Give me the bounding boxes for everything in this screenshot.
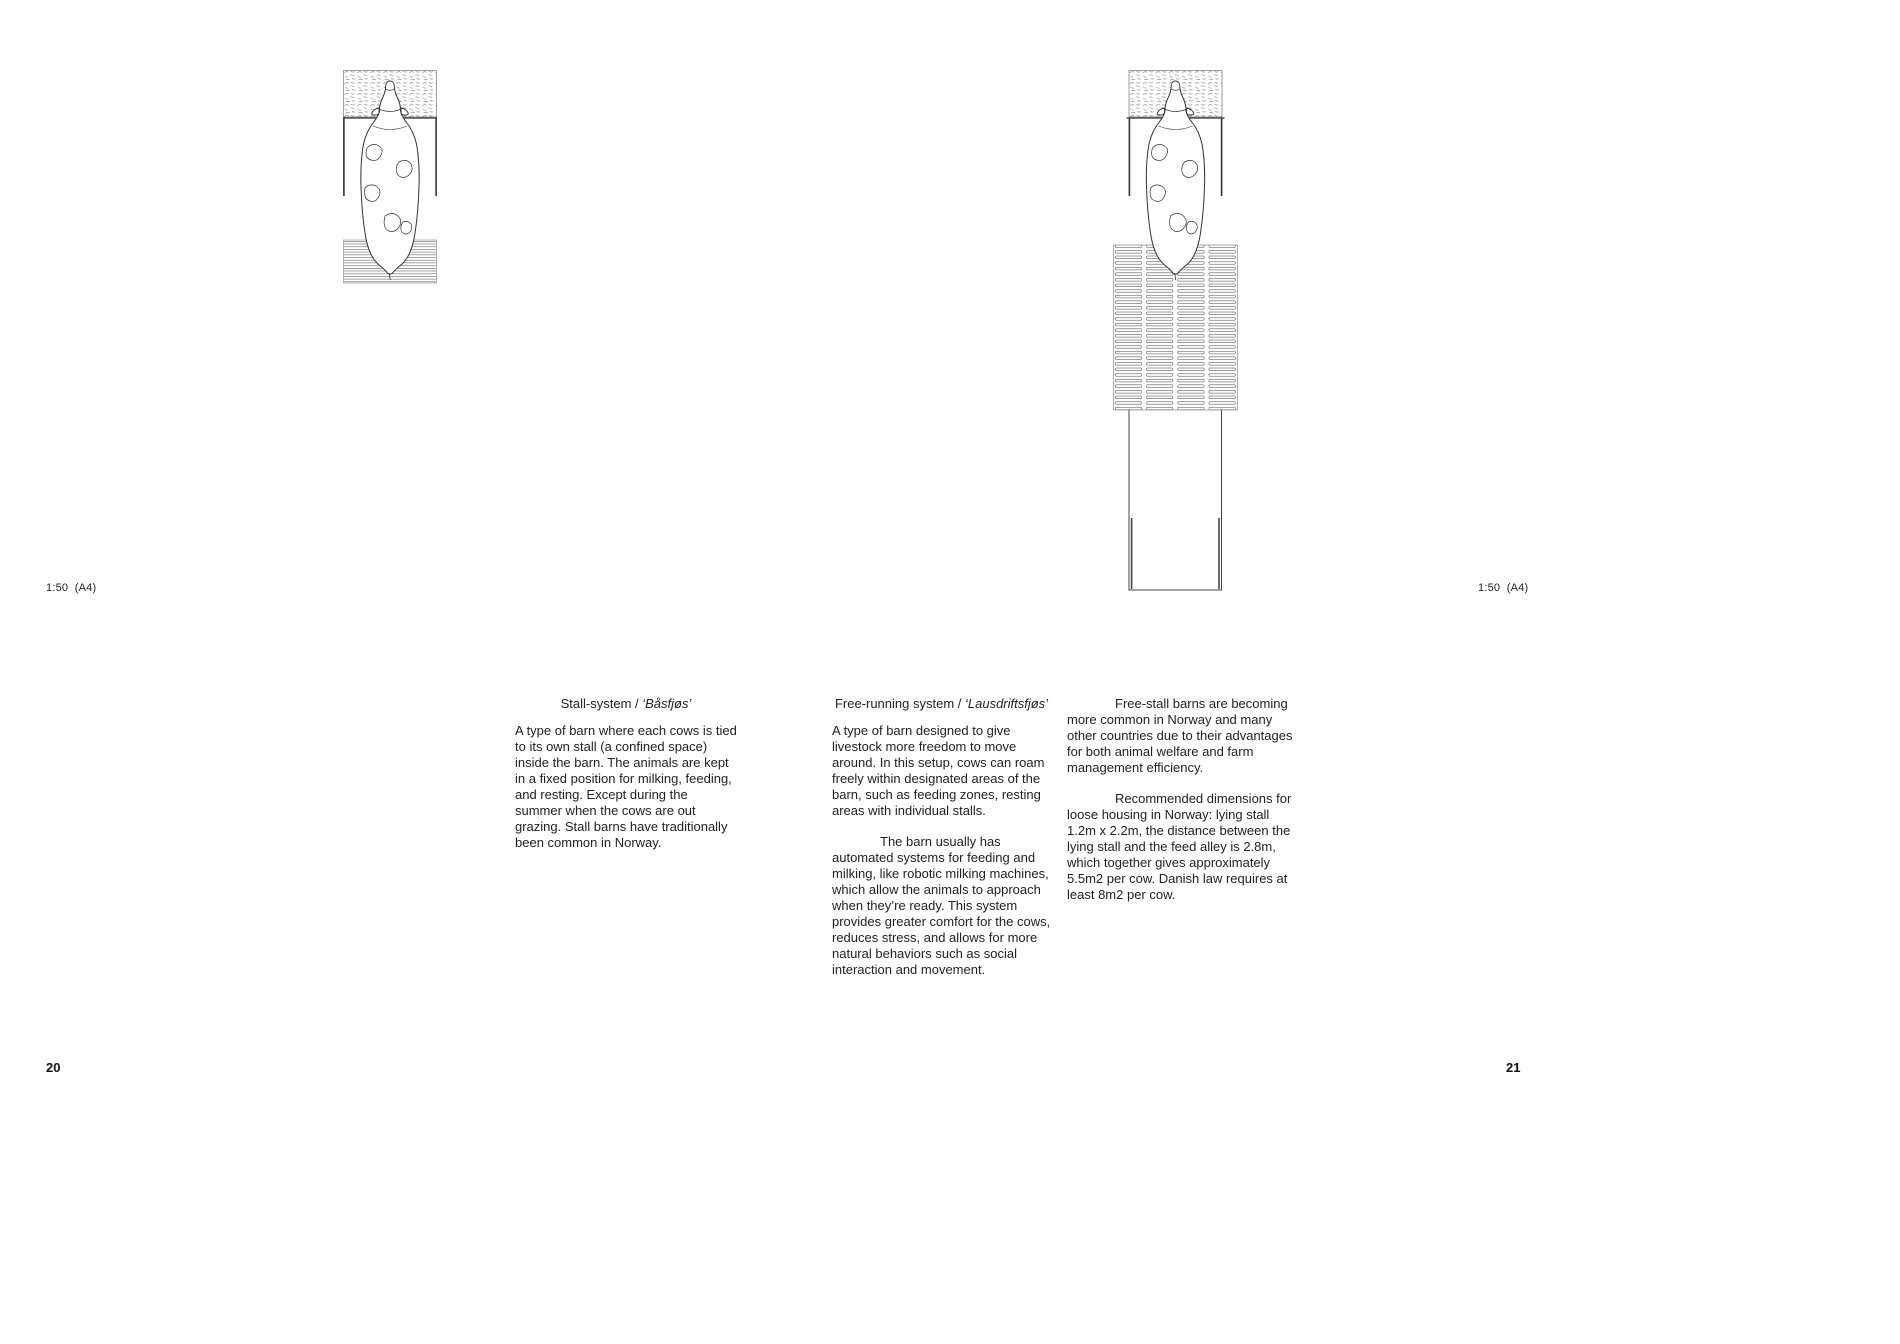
free-stall-paragraph-1: Free-stall barns are becoming more common in Norway and many other countries due to their advantages for both animal welfare and farm management efficiency.	[1067, 696, 1293, 775]
heading-plain: Free-running system /	[834, 696, 965, 711]
stall-system-heading	[515, 696, 737, 712]
scale-label-left: 1:50 (A4)	[46, 582, 97, 594]
free-stall-paragraph-2: Recommended dimensions for loose housing in Norway: lying stall 1.2m x 2.2m, the distance between the lying stall and the feed alley is 2.8m, which together gives approximately 5.5m2 per cow. Danish law requires at least 8m2 per cow.	[1067, 791, 1292, 902]
free-running-paragraph-1: A type of barn designed to give livestock more freedom to move around. In this setup, cows can roam freely within designated areas of the barn, such as feeding zones, resting areas with individual stalls.	[832, 723, 1045, 818]
heading-italic: ‘Båsfjøs’	[642, 696, 692, 711]
open-pen-outline	[1129, 410, 1222, 590]
free-running-heading	[832, 696, 1051, 712]
free-stall-plan-drawing	[1113, 70, 1238, 597]
stall-system-paragraph: A type of barn where each cows is tied to its own stall (a confined space) inside the barn. The animals are kept in a fixed position for milking, feeding, and resting. Except during the summer when the cows are out grazing. Stall barns have traditionally been common in Norway.	[515, 723, 737, 850]
free-running-column-1	[832, 696, 1051, 978]
tie-stall-plan-drawing	[343, 70, 437, 290]
scale-label-right: 1:50 (A4)	[1478, 582, 1529, 594]
page-number-left: 20	[46, 1060, 61, 1075]
free-running-column-2	[1067, 696, 1295, 903]
page-number-right: 21	[1506, 1060, 1521, 1075]
free-running-paragraph-2: The barn usually has automated systems for feeding and milking, like robotic milking machines, which allow the animals to approach when they’re ready. This system provides greater comfort for the cows, reduces stress, and allows for more natural behaviors such as social interaction and movement.	[832, 834, 1051, 977]
heading-plain: Stall-system /	[560, 696, 643, 711]
heading-italic: ‘Lausdriftsfjøs’	[964, 696, 1049, 711]
stall-system-column	[515, 696, 737, 851]
